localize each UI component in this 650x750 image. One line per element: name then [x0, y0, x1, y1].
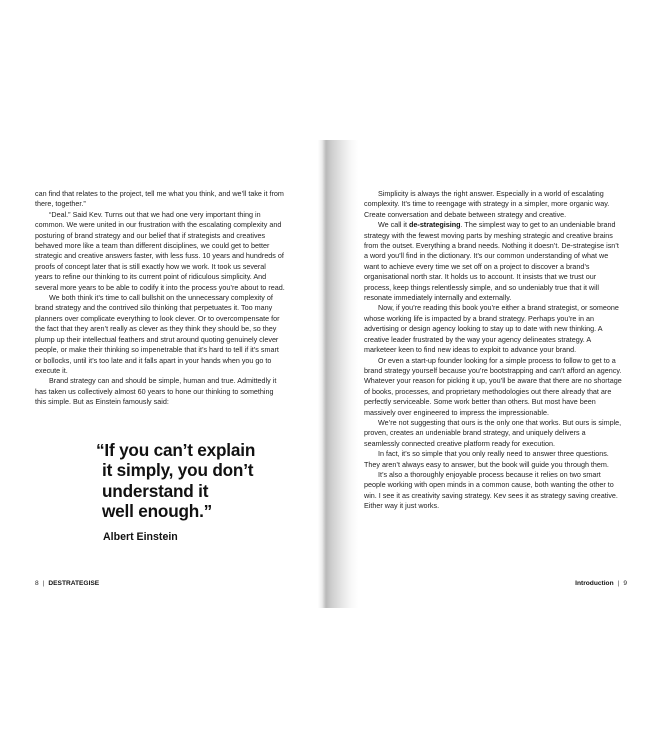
paragraph: We’re not suggesting that ours is the only one that works. But ours is simple, proven, creates an undeniable brand strategy, and uniquely delivers a seamlessly connected creative platform ready for execution. [364, 417, 622, 448]
paragraph [364, 220, 622, 303]
right-folio [575, 580, 627, 587]
paragraph: In fact, it’s so simple that you only really need to answer three questions. They aren’t always easy to answer, but the book will guide you through them. [364, 449, 609, 469]
quote-line: well enough.” [102, 501, 213, 522]
paragraph: “Deal.” Said Kev. Turns out that we had one very important thing in common. We were united in our frustration with the escalating complexity and posturing of brand strategy and our belief that if strategists and creatives behaved more like a team than different disciplines, we could get to better strategic and creative answers faster, with less fuss. 10 years and hundreds of proofs of concept later that is still exactly how we work. It took us several years to refine our thinking to its current point of ridiculous simplicity. And several more years to be able to codify it into the process you’re about to read. [35, 209, 285, 292]
folio-separator: | [617, 580, 620, 587]
paragraph: Now, if you’re reading this book you’re either a brand strategist, or someone whose working life is impacted by a brand strategy. Perhaps you’re in an advertising or design agency looking to stay up to date with new thinking. A creative leader frustrated by the way your agency delineates strategy. A marketeer keen to find new ideas to exploit to advance your brand. [364, 303, 619, 355]
page-number: 8 [35, 580, 39, 587]
left-body-text [35, 189, 285, 408]
paragraph: Brand strategy can and should be simple, human and true. Admittedly it has taken us collectively almost 60 years to hone our thinking to something this simple. But as Einstein famously said: [35, 376, 277, 407]
paragraph: It’s also a thoroughly enjoyable process because it relies on two smart people working with open minds in a common cause, both wanting the other to win. I see it as creativity saving strategy. Kev sees it as strategy saving creative. Either way it just works. [364, 469, 618, 511]
quote-line: “If you can’t explain [96, 440, 256, 460]
left-folio [35, 580, 99, 587]
quote-line: it simply, you don’t [102, 460, 254, 481]
paragraph: Or even a start-up founder looking for a simple process to follow to get to a brand strategy yourself because you’re bootstrapping and can’t afford an agency. Whatever your reason for picking it up, you’ll be aware that there are no shortage of books, processes, and proprietary methodologies out there already that are perfectly serviceable. Some work better than others. But most have been massively over engineered to impress the impressionable. [364, 355, 622, 417]
running-title: DESTRATEGISE [48, 580, 100, 587]
quote-line: understand it [102, 480, 209, 501]
emphasis-term: de-strategising [409, 220, 461, 230]
page-number: 9 [623, 580, 627, 587]
pull-quote [96, 440, 296, 522]
quote-attribution: Albert Einstein [103, 531, 178, 543]
gutter-shadow [318, 140, 358, 608]
paragraph-text: . The simplest way to get to an undeniable brand strategy with the fewest moving parts by meshing strategic and creative brains from the outset. Everything a brand needs. Nothing it doesn’t. De-strategise isn’t a word you’ll find in the dictionary. It’s our common understanding of what we want to achieve every time we set off on a project to discover a brand’s organisational north star. It holds us to account. It insists that we trust our process, keep things relentlessly simple, and so undeniably true that it will resonate immediately internally and externally. [364, 220, 619, 303]
running-title: Introduction [575, 580, 614, 587]
paragraph: Simplicity is always the right answer. Especially in a world of escalating complexity. It’s time to reengage with strategy in a simpler, more organic way. Create conversation and debate between strategy and creative. [364, 189, 610, 219]
paragraph-text: We call it [378, 220, 410, 230]
paragraph: can find that relates to the project, tell me what you think, and we’ll take it from there, together.” [35, 189, 284, 209]
right-body-text [364, 189, 622, 512]
folio-separator: | [42, 580, 45, 587]
paragraph: We both think it’s time to call bullshit on the unnecessary complexity of brand strategy and the contrived silo thinking that perpetuates it. Too many planners over complicate everything to look clever. Or to overcompensate for the fact that they aren’t really as clever as they think they should be, so they plump up their intellectual feathers and strut around quoting genuinely clever people, or make their thinking so impenetrable that it’s hard to tell if it’s smart or bollocks, until it’s too late and it falls apart in your hands when you go to execute it. [35, 293, 280, 375]
